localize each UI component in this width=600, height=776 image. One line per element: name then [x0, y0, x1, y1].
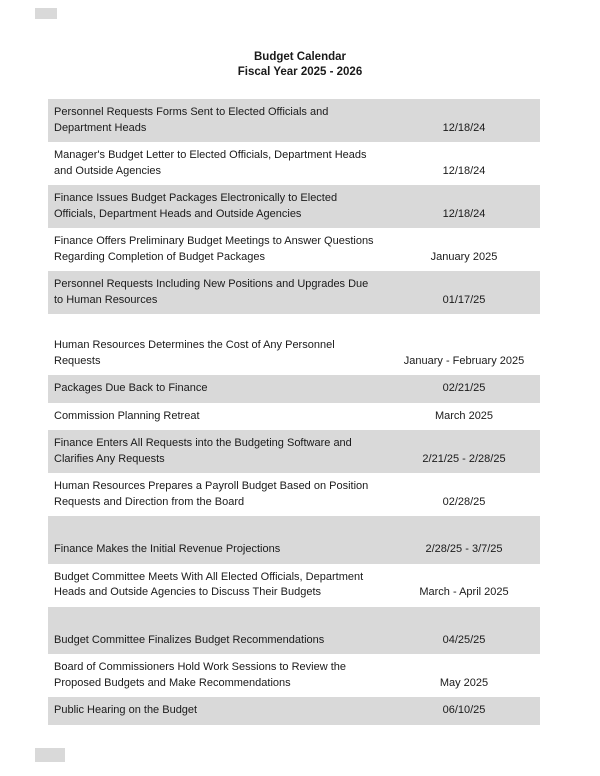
- page-edge-artifact-bottom: [35, 748, 65, 762]
- row-date: 02/28/25: [442, 495, 486, 508]
- row-date: March 2025: [434, 409, 494, 422]
- row-description: Board of Commissioners Hold Work Sessions to Review the Proposed Budgets and Make Recommendations: [54, 661, 347, 689]
- row-description: Finance Issues Budget Packages Electronically to Elected Officials, Department Heads and Outside Agencies: [54, 192, 338, 220]
- row-description: Finance Makes the Initial Revenue Projections: [54, 543, 281, 555]
- table-row: [48, 607, 540, 655]
- table-row: [48, 375, 540, 403]
- row-date: 12/18/24: [442, 207, 486, 220]
- row-description: Budget Committee Meets With All Elected Officials, Department Heads and Outside Agencies to Discuss Their Budgets: [54, 570, 364, 598]
- row-description: Personnel Requests Including New Positions and Upgrades Due to Human Resources: [54, 278, 369, 306]
- table-row: [48, 654, 540, 697]
- row-date: January - February 2025: [403, 354, 525, 367]
- row-date: 04/25/25: [442, 633, 486, 646]
- table-row: [48, 430, 540, 473]
- row-date: January 2025: [430, 250, 498, 263]
- row-date: 12/18/24: [442, 164, 486, 177]
- row-description: Manager's Budget Letter to Elected Officials, Department Heads and Outside Agencies: [54, 149, 367, 177]
- row-date: 2/21/25 - 2/28/25: [422, 452, 506, 465]
- row-date: 01/17/25: [442, 293, 486, 306]
- row-date: 06/10/25: [442, 704, 486, 716]
- page-subtitle: Fiscal Year 2025 - 2026: [237, 66, 363, 78]
- row-description: Public Hearing on the Budget: [54, 704, 198, 716]
- document-title-block: [0, 50, 600, 80]
- budget-calendar-table: [48, 99, 540, 725]
- row-description: Human Resources Prepares a Payroll Budget Based on Position Requests and Direction from the Board: [54, 480, 369, 508]
- row-description: Finance Offers Preliminary Budget Meetings to Answer Questions Regarding Completion of Budget Packages: [54, 235, 374, 263]
- row-description: Human Resources Determines the Cost of Any Personnel Requests: [54, 339, 335, 367]
- row-gap: [48, 314, 540, 332]
- page-edge-artifact-top: [35, 8, 57, 19]
- row-date: 2/28/25 - 3/7/25: [425, 543, 503, 555]
- table-row: [48, 271, 540, 314]
- table-row: [48, 185, 540, 228]
- table-row: [48, 99, 540, 142]
- table-row: [48, 332, 540, 375]
- table-row: [48, 564, 540, 607]
- table-row: [48, 473, 540, 516]
- table-row: [48, 403, 540, 431]
- row-description: Personnel Requests Forms Sent to Elected Officials and Department Heads: [54, 106, 329, 134]
- row-description: Budget Committee Finalizes Budget Recommendations: [54, 633, 325, 646]
- row-description: Finance Enters All Requests into the Budgeting Software and Clarifies Any Requests: [54, 437, 352, 465]
- row-date: 02/21/25: [442, 382, 486, 394]
- table-row: [48, 697, 540, 725]
- table-row: [48, 516, 540, 564]
- table-row: [48, 228, 540, 271]
- page-title: Budget Calendar: [253, 51, 346, 63]
- row-description: Commission Planning Retreat: [54, 409, 200, 422]
- table-row: [48, 142, 540, 185]
- row-description: Packages Due Back to Finance: [54, 382, 208, 394]
- row-date: May 2025: [439, 676, 489, 689]
- row-date: 12/18/24: [442, 121, 486, 134]
- row-date: March - April 2025: [419, 586, 509, 598]
